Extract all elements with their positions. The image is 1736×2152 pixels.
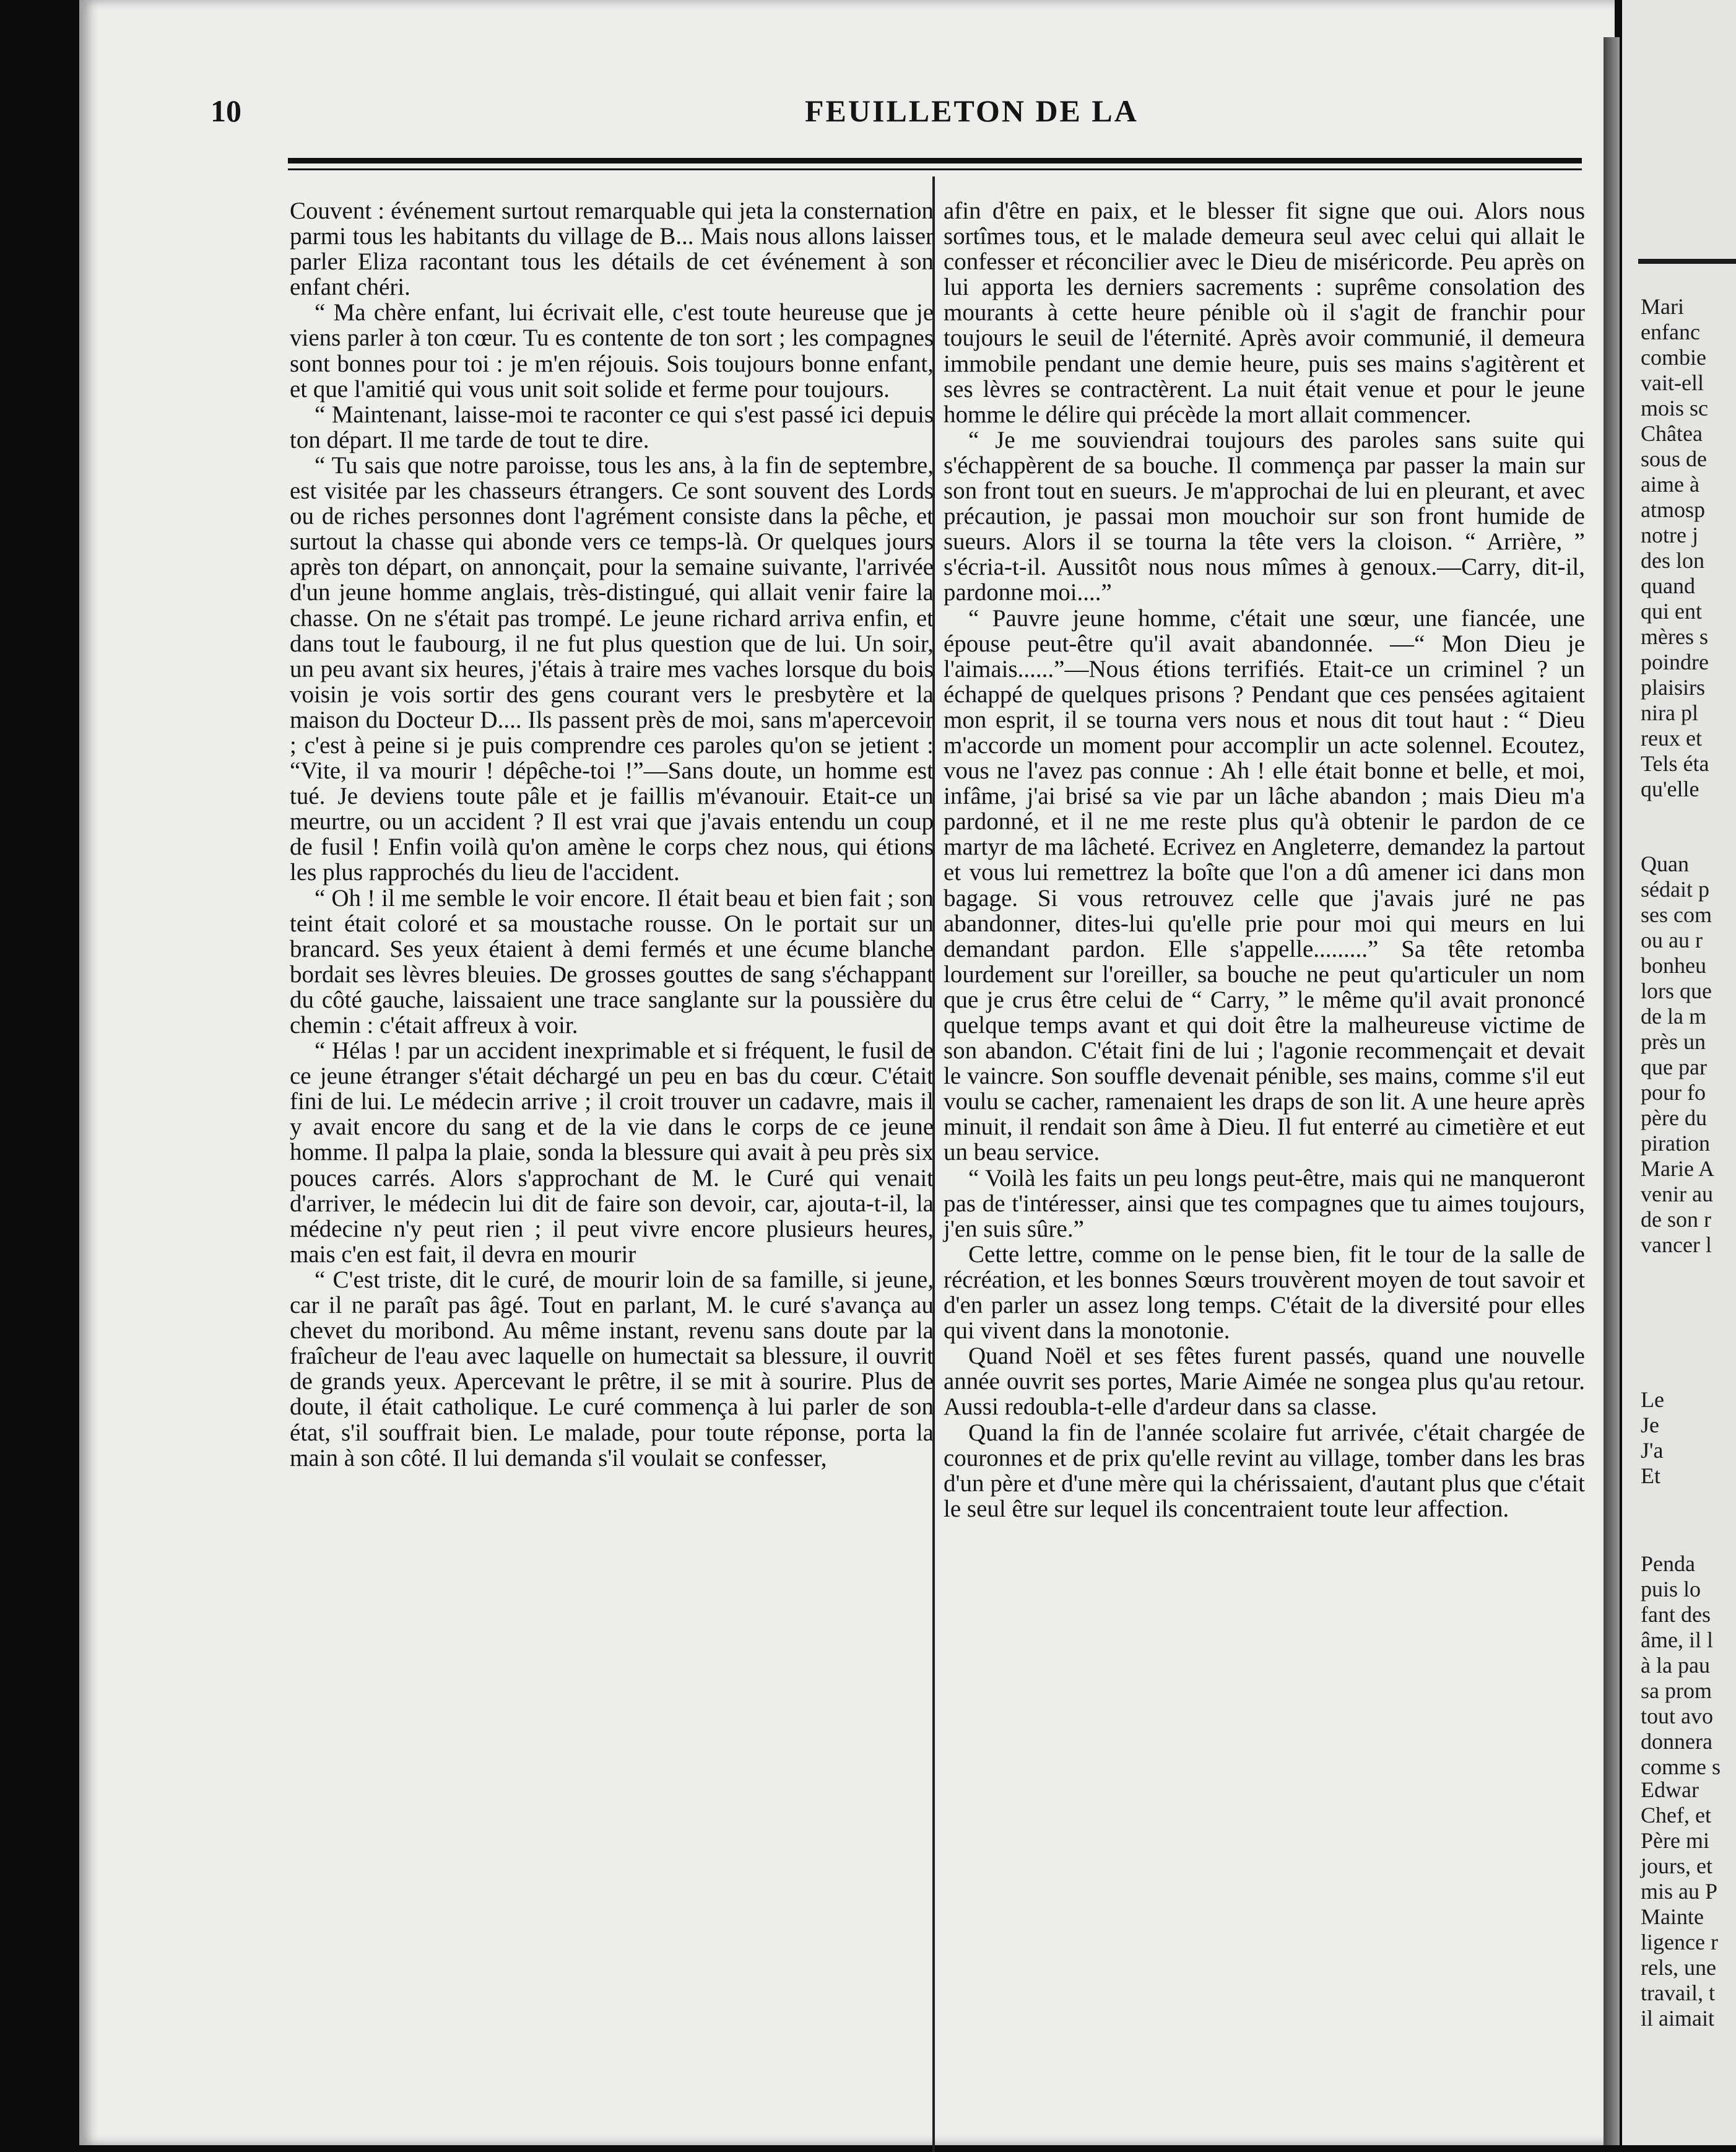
facing-page-line: combie	[1641, 345, 1706, 370]
facing-page-line: vancer l	[1641, 1232, 1712, 1257]
facing-page-line: Je	[1641, 1413, 1659, 1437]
page-gutter-shadow	[1604, 37, 1620, 2145]
paragraph: Quand la fin de l'année scolaire fut arrivée, c'était chargée de couronnes et de prix qu'elle revint au village, tomber dans les bras d'un père et d'une mère qui la chérissaient, d'autant plus que c'était le seul être sur lequel ils concentraient toute leur affection.	[944, 1419, 1585, 1522]
facing-page-line: sa prom	[1641, 1678, 1712, 1703]
facing-page-line: piration	[1641, 1131, 1710, 1156]
facing-page-line: puis lo	[1641, 1577, 1701, 1601]
facing-page-line: ou au r	[1641, 928, 1703, 952]
facing-page-line: plaisirs	[1641, 675, 1705, 700]
facing-page-line: Penda	[1641, 1551, 1695, 1576]
facing-page-line: Chef, et	[1641, 1803, 1711, 1827]
facing-page-line: comme s	[1641, 1754, 1721, 1779]
facing-page-line: venir au	[1641, 1182, 1713, 1206]
facing-page-line: enfanc	[1641, 320, 1700, 344]
paragraph: “ Je me souviendrai toujours des paroles sans suite qui s'échappèrent de sa bouche. Il commença par passer la main sur son front tout en sueurs. Je m'approchai de lui en pleurant, et avec précaution, je passai mon mouchoir sur son front humide de sueurs. Alors il se tourna la tête vers la cloison. “ Arrière, ” s'écria-t-il. Aussitôt nous nous mîmes à genoux.—Carry, dit-il, pardonne moi....”	[944, 426, 1585, 606]
facing-page-line: Et	[1641, 1463, 1660, 1488]
facing-page-line: donnera	[1641, 1729, 1712, 1754]
facing-page-line: rels, une	[1641, 1955, 1716, 1980]
facing-page-line: vait-ell	[1641, 370, 1704, 395]
facing-page-line: tout avo	[1641, 1704, 1713, 1728]
facing-page-line: fant des	[1641, 1602, 1711, 1627]
paragraph: “ Maintenant, laisse-moi te raconter ce qui s'est passé ici depuis ton départ. Il me tarde de tout te dire.	[290, 401, 934, 453]
facing-page-line: Tels éta	[1641, 751, 1709, 776]
facing-page-line: des lon	[1641, 548, 1704, 573]
left-column	[290, 198, 934, 1471]
facing-page-line: Mari	[1641, 294, 1684, 319]
paragraph: “ Ma chère enfant, lui écrivait elle, c'est toute heureuse que je viens parler à ton cœur. Tu es contente de ton sort ; les compagnes sont bonnes pour toi : je m'en réjouis. Sois toujours bonne enfant, et que l'amitié qui vous unit soit solide et ferme pour toujours.	[290, 299, 934, 403]
facing-page-rule	[1638, 259, 1736, 264]
facing-page-line: que par	[1641, 1055, 1707, 1079]
facing-page-line: pour fo	[1641, 1080, 1706, 1105]
facing-page-line: quand	[1641, 573, 1695, 598]
paragraph: Quand Noël et ses fêtes furent passés, quand une nouvelle année ouvrit ses portes, Marie Aimée ne songea plus qu'au retour. Aussi redoubla-t-elle d'ardeur dans sa classe.	[944, 1343, 1585, 1421]
facing-page-line: notre j	[1641, 523, 1698, 547]
paragraph: “ Tu sais que notre paroisse, tous les ans, à la fin de septembre, est visitée par les chasseurs étrangers. Ce sont souvent des Lords ou de riches personnes dont l'agrément consiste dans la pêche, et surtout la chasse qui abonde vers ce temps-là. Or quelques jours après ton départ, on annonçait, pour la semaine suivante, l'arrivée d'un jeune homme anglais, très-distingué, qui allait venir faire la chasse. On ne s'était pas trompé. Le jeune richard arriva enfin, et dans tout le faubourg, il ne fut plus question que de lui. Un soir, un peu avant six heures, j'étais à traire mes vaches lorsque du bois voisin je vois sortir des gens courant vers le presbytère et la maison du Docteur D.... Ils passent près de moi, sans m'apercevoir ; c'est à peine si je puis comprendre ces paroles qu'on se jetient : “Vite, il va mourir ! dépêche-toi !”—Sans doute, un homme est tué. Je deviens toute pâle et je faillis m'évanouir. Etait-ce un meurtre, ou un accident ? Il est vrai que j'avais entendu un coup de fusil ! Enfin voilà qu'on amène le corps chez nous, qui étions les plus rapprochés du lieu de l'accident.	[290, 451, 934, 886]
facing-page-line: de son r	[1641, 1207, 1711, 1232]
facing-page-line: Mainte	[1641, 1904, 1704, 1929]
paragraph: “ Hélas ! par un accident inexprimable et si fréquent, le fusil de ce jeune étranger s'était déchargé un peu en bas du cœur. C'était fini de lui. Le médecin arrive ; il croit trouver un cadavre, mais il y avait encore du sang et de la vie dans le corps de ce jeune homme. Il palpa la plaie, sonda la blessure qui avait à peu près six pouces carrés. Alors s'approchant de M. le Curé qui venait d'arriver, le médecin lui dit de faire son devoir, car, ajouta-t-il, la médecine n'y peut rien ; il peut vivre encore plusieurs heures, mais c'en est fait, il devra en mourir	[290, 1037, 934, 1268]
facing-page-line: près un	[1641, 1029, 1706, 1054]
facing-page-line: ses com	[1641, 902, 1712, 927]
facing-page-line: ligence r	[1641, 1930, 1718, 1954]
paragraph: “ Voilà les faits un peu longs peut-être, mais qui ne manqueront pas de t'intéresser, ainsi que tes compagnes que tu aimes toujours, j'en suis sûre.”	[944, 1164, 1585, 1242]
facing-page-line: bonheu	[1641, 953, 1706, 978]
facing-page-line: nira pl	[1641, 700, 1698, 725]
paragraph: “ Pauvre jeune homme, c'était une sœur, une fiancée, une épouse peut-être qu'il avait abandonnée. —“ Mon Dieu je l'aimais......”—Nous étions terrifiés. Etait-ce un criminel ? un échappé de quelques prisons ? Pendant que ces pensées agitaient mon esprit, il se tourna vers nous et nous dit tout haut : “ Dieu m'accorde un moment pour accomplir un acte solennel. Ecoutez, vous ne l'avez pas connue : Ah ! elle était bonne et belle, et moi, infâme, j'ai brisé sa vie par un lâche abandon ; mais Dieu m'a pardonné, et il ne me reste plus qu'à obtenir le pardon de ce martyr de ma lâcheté. Ecrivez en Angleterre, demandez la partout et vous lui remettrez la boîte que l'on a dû amener ici dans mon bagage. Si vous retrouvez celle que j'avais juré ne pas abandonner, dites-lui qu'elle prie pour moi qui meurs en lui demandant pardon. Elle s'appelle.........” Sa tête retomba lourdement sur l'oreiller, sa bouche ne peut qu'articuler un nom que je crus être celui de “ Carry, ” le même qu'il avait prononcé quelque temps avant et qui doit être la malheureuse victime de son abandon. C'était fini de lui ; l'agonie recommençait et devait le vaincre. Son souffle devenait pénible, ses mains, comme s'il eut voulu se cacher, ramenaient les draps de son lit. A une heure après minuit, il rendait son âme à Dieu. Il fut enterré au cimetière et eut un beau service.	[944, 604, 1585, 1166]
facing-page-line: poindre	[1641, 650, 1709, 674]
facing-page-line: mois sc	[1641, 396, 1709, 420]
header-rule-thin	[288, 168, 1582, 170]
facing-page-line: J'a	[1641, 1438, 1664, 1463]
header-rule-thick	[288, 158, 1582, 163]
facing-page-line: âme, il l	[1641, 1627, 1713, 1652]
facing-page-line: sédait p	[1641, 877, 1709, 902]
facing-page-line: mis au P	[1641, 1879, 1718, 1904]
facing-page-line: jours, et	[1641, 1854, 1712, 1878]
facing-page-line: reux et	[1641, 726, 1702, 751]
facing-page-line: de la m	[1641, 1004, 1706, 1029]
paragraph: Cette lettre, comme on le pense bien, fit le tour de la salle de récréation, et les bonnes Sœurs trouvèrent moyen de tout savoir et d'en parler un assez long temps. C'était de la diversité pour elles qui vivent dans la monotonie.	[944, 1240, 1585, 1344]
facing-page-line: Châtea	[1641, 421, 1703, 446]
facing-page-line: aime à	[1641, 472, 1699, 497]
facing-page-line: Marie A	[1641, 1156, 1714, 1181]
facing-page-line: Le	[1641, 1387, 1664, 1412]
paragraph: Couvent : événement surtout remarquable qui jeta la consternation parmi tous les habitants du village de B... Mais nous allons laisser parler Eliza racontant tous les détails de cet événement à son enfant chéri.	[290, 198, 934, 301]
right-column	[944, 198, 1585, 1522]
paragraph: “ Oh ! il me semble le voir encore. Il était beau et bien fait ; son teint était coloré et sa moustache rousse. On le portait sur un brancard. Ses yeux étaient à demi fermés et une écume blanche bordait ses lèvres bleuies. De grosses gouttes de sang s'échappant du côté gauche, laissaient une trace sanglante sur la poussière du chemin : c'était affreux à voir.	[290, 884, 934, 1039]
paragraph: afin d'être en paix, et le blesser fit signe que oui. Alors nous sortîmes tous, et le malade demeura seul avec celui qui allait le confesser et réconcilier avec le Dieu de miséricorde. Peu après on lui apporta les derniers sacrements : suprême consolation des mourants à cette heure pénible où il s'agit de franchir pour toujours le seuil de l'éternité. Après avoir communié, il demeura immobile pendant une demie heure, puis ses mains s'agitèrent et ses lèvres se contractèrent. La nuit était venue et pour le jeune homme le délire qui précède la mort allait commencer.	[944, 198, 1585, 428]
page-number: 10	[210, 94, 241, 128]
facing-page-line: mères s	[1641, 624, 1708, 649]
facing-page-line: sous de	[1641, 447, 1707, 471]
facing-page-line: lors que	[1641, 978, 1712, 1003]
facing-page-line: Edwar	[1641, 1777, 1699, 1802]
facing-page-line: Père mi	[1641, 1828, 1709, 1853]
facing-page-line: père du	[1641, 1105, 1707, 1130]
facing-page-line: travail, t	[1641, 1980, 1715, 2005]
facing-page-line: il aimait	[1641, 2006, 1714, 2031]
facing-page-line: qu'elle	[1641, 777, 1699, 801]
facing-page-line: Quan	[1641, 852, 1689, 876]
facing-page-fragment	[1622, 0, 1736, 2145]
facing-page-line: atmosp	[1641, 497, 1705, 522]
facing-page-line: qui ent	[1641, 599, 1702, 624]
facing-page-line: à la pau	[1641, 1653, 1710, 1678]
paragraph: “ C'est triste, dit le curé, de mourir loin de sa famille, si jeune, car il ne paraît pas âgé. Tout en parlant, M. le curé s'avança au chevet du moribond. Au même instant, revenu sans doute par la fraîcheur de l'eau avec laquelle on humectait sa blessure, il ouvrit de grands yeux. Apercevant le prêtre, il se mit à sourire. Plus de doute, il était catholique. Le curé commença à lui parler de son état, s'il souffrait bien. Le malade, pour toute réponse, porta la main à son côté. Il lui demanda s'il voulait se confesser,	[290, 1266, 934, 1471]
running-title: FEUILLETON DE LA	[805, 94, 1139, 128]
